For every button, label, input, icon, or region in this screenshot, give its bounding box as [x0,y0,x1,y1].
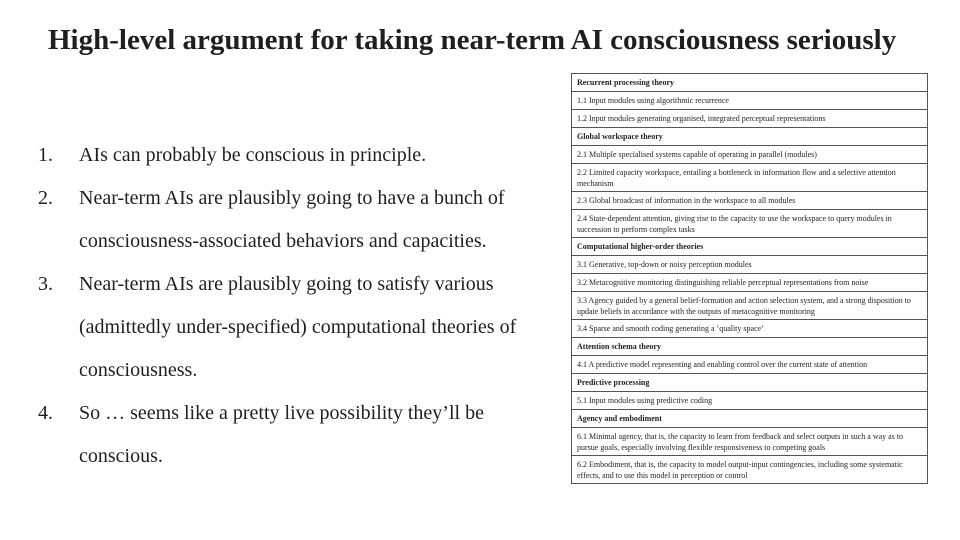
theory-heading: Predictive processing [572,374,928,392]
indicator-properties-table [571,73,928,484]
table-body [572,74,928,484]
indicator-row [572,256,928,274]
argument-list [38,134,568,478]
point-number: 1. [38,144,53,166]
indicator-row [572,274,928,292]
indicator-row [572,320,928,338]
indicator-property: 3.1 Generative, top-down or noisy perception modules [572,256,928,274]
indicator-property: 5.1 Input modules using predictive coding [572,392,928,410]
indicator-row [572,456,928,484]
indicator-row [572,210,928,238]
theory-heading: Attention schema theory [572,338,928,356]
indicator-row [572,392,928,410]
indicator-row [572,428,928,456]
argument-point [38,134,568,177]
indicator-property: 2.2 Limited capacity workspace, entailing a bottleneck in information flow and a selective attention mechanism [572,164,928,192]
point-text: So … seems like a pretty live possibility they’ll be conscious. [79,402,484,467]
indicator-property: 2.3 Global broadcast of information in the workspace to all modules [572,192,928,210]
indicator-row [572,110,928,128]
theory-heading-row [572,74,928,92]
indicator-property: 1.1 Input modules using algorithmic recurrence [572,92,928,110]
point-text: Near-term AIs are plausibly going to have a bunch of consciousness-associated behaviors and capacities. [79,187,505,252]
point-text: AIs can probably be conscious in principle. [79,144,427,166]
indicator-row [572,92,928,110]
indicator-property: 2.4 State-dependent attention, giving rise to the capacity to use the workspace to query modules in succession to perform complex tasks [572,210,928,238]
indicator-property: 6.2 Embodiment, that is, the capacity to model output-input contingencies, including some systematic effects, and to use this model in perception or control [572,456,928,484]
point-text: Near-term AIs are plausibly going to satisfy various (admittedly under-specified) computational theories of consciousness. [79,273,517,381]
argument-point [38,177,568,263]
argument-point [38,392,568,478]
point-number: 3. [38,273,53,295]
indicator-row [572,146,928,164]
theory-heading-row [572,128,928,146]
indicator-property: 3.2 Metacognitive monitoring distinguishing reliable perceptual representations from noise [572,274,928,292]
indicator-property: 4.1 A predictive model representing and enabling control over the current state of attention [572,356,928,374]
indicator-row [572,356,928,374]
indicator-row [572,164,928,192]
point-number: 4. [38,402,53,424]
point-number: 2. [38,187,53,209]
theory-heading-row [572,410,928,428]
theory-heading: Recurrent processing theory [572,74,928,92]
theory-heading: Computational higher-order theories [572,238,928,256]
theory-heading: Global workspace theory [572,128,928,146]
indicator-row [572,292,928,320]
indicator-property: 3.4 Sparse and smooth coding generating a ‘quality space’ [572,320,928,338]
indicator-property: 2.1 Multiple specialised systems capable of operating in parallel (modules) [572,146,928,164]
theory-heading-row [572,338,928,356]
indicator-row [572,192,928,210]
argument-point [38,263,568,392]
theory-heading-row [572,238,928,256]
theory-heading-row [572,374,928,392]
theory-heading: Agency and embodiment [572,410,928,428]
slide-title: High-level argument for taking near-term AI consciousness seriously [48,24,897,56]
indicator-property: 1.2 Input modules generating organised, integrated perceptual representations [572,110,928,128]
indicator-property: 6.1 Minimal agency, that is, the capacity to learn from feedback and select outputs in such a way as to pursue goals, especially involving flexible responsiveness to competing goals [572,428,928,456]
indicator-property: 3.3 Agency guided by a general belief-formation and action selection system, and a strong disposition to update beliefs in accordance with the outputs of metacognitive monitoring [572,292,928,320]
